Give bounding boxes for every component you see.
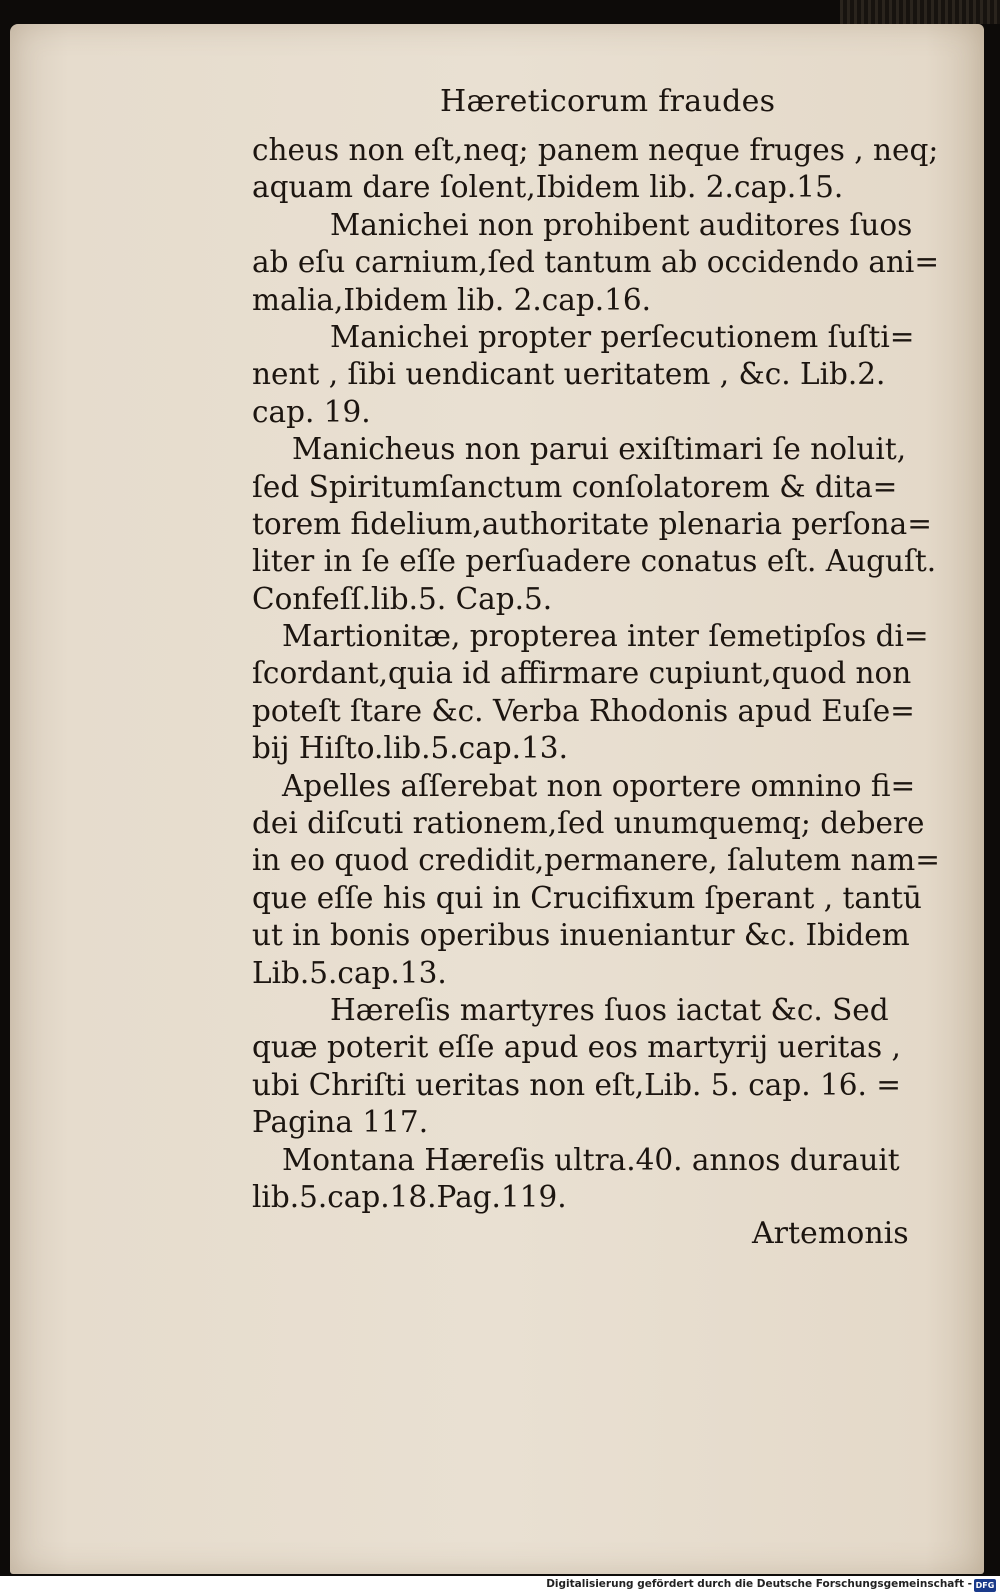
book-edge [840,0,1000,24]
text-line: lib.5.cap.18.Pag.119. [252,1179,567,1214]
text-line: Montana Hæreſis ultra.40. annos durauit [282,1142,900,1177]
text-line: bij Hiſto.lib.5.cap.13. [252,731,568,766]
text-line: Manichei non prohibent auditores ſuos [330,207,913,242]
text-line: ſed Spiritumſanctum conſolatorem & dita= [252,469,898,504]
text-line: ut in bonis operibus inueniantur &c. Ibidem [252,918,910,953]
text-line: que eſſe his qui in Crucifixum ſperant , tantū [252,880,922,915]
running-head: Hæreticorum fraudes [440,84,776,119]
text-line: quæ poterit eſſe apud eos martyrij ueritas , [252,1030,901,1065]
text-line: in eo quod credidit,permanere, ſalutem nam= [252,843,940,878]
text-line: liter in ſe eſſe perſuadere conatus eſt. Auguſt. [252,544,937,579]
page-body [252,132,942,1216]
text-line: ubi Chriſti ueritas non eſt,Lib. 5. cap. 16. = [252,1067,902,1102]
text-line: ab eſu carnium,ſed tantum ab occidendo ani= [252,245,940,280]
catchword: Artemonis [752,1216,909,1251]
text-line: Hæreſis martyres ſuos iactat &c. Sed [330,992,889,1027]
text-line: ſcordant,quia id affirmare cupiunt,quod non [252,656,912,691]
text-line: Pagina 117. [252,1105,429,1140]
text-line: cheus non eſt,neq; panem neque fruges , neq; [252,133,939,167]
text-line: torem fidelium,authoritate plenaria perſona= [252,506,932,541]
footer-credit: Digitalisierung gefördert durch die Deutsche Forschungsgemeinschaft - [546,1578,972,1590]
text-line: dei diſcuti rationem,ſed unumquemq; debere [252,806,925,841]
text-line: Martionitæ, propterea inter ſemetipſos di= [282,619,929,654]
text-line: malia,Ibidem lib. 2.cap.16. [252,282,651,317]
text-line: Manicheus non parui exiſtimari ſe noluit, [292,432,907,467]
dfg-logo: DFG [975,1581,995,1590]
text-line: poteſt ſtare &c. Verba Rhodonis apud Euſe= [252,693,915,728]
text-line: Apelles aſſerebat non oportere omnino fi= [282,768,916,803]
text-line: Manichei propter perſecutionem ſuſti= [330,319,915,354]
text-line: nent , ſibi uendicant ueritatem , &c. Lib.2. [252,357,886,392]
text-line: aquam dare ſolent,Ibidem lib. 2.cap.15. [252,170,844,205]
text-line: cap. 19. [252,394,371,429]
text-line: Lib.5.cap.13. [252,955,447,990]
text-line: Confeſſ.lib.5. Cap.5. [252,581,553,616]
